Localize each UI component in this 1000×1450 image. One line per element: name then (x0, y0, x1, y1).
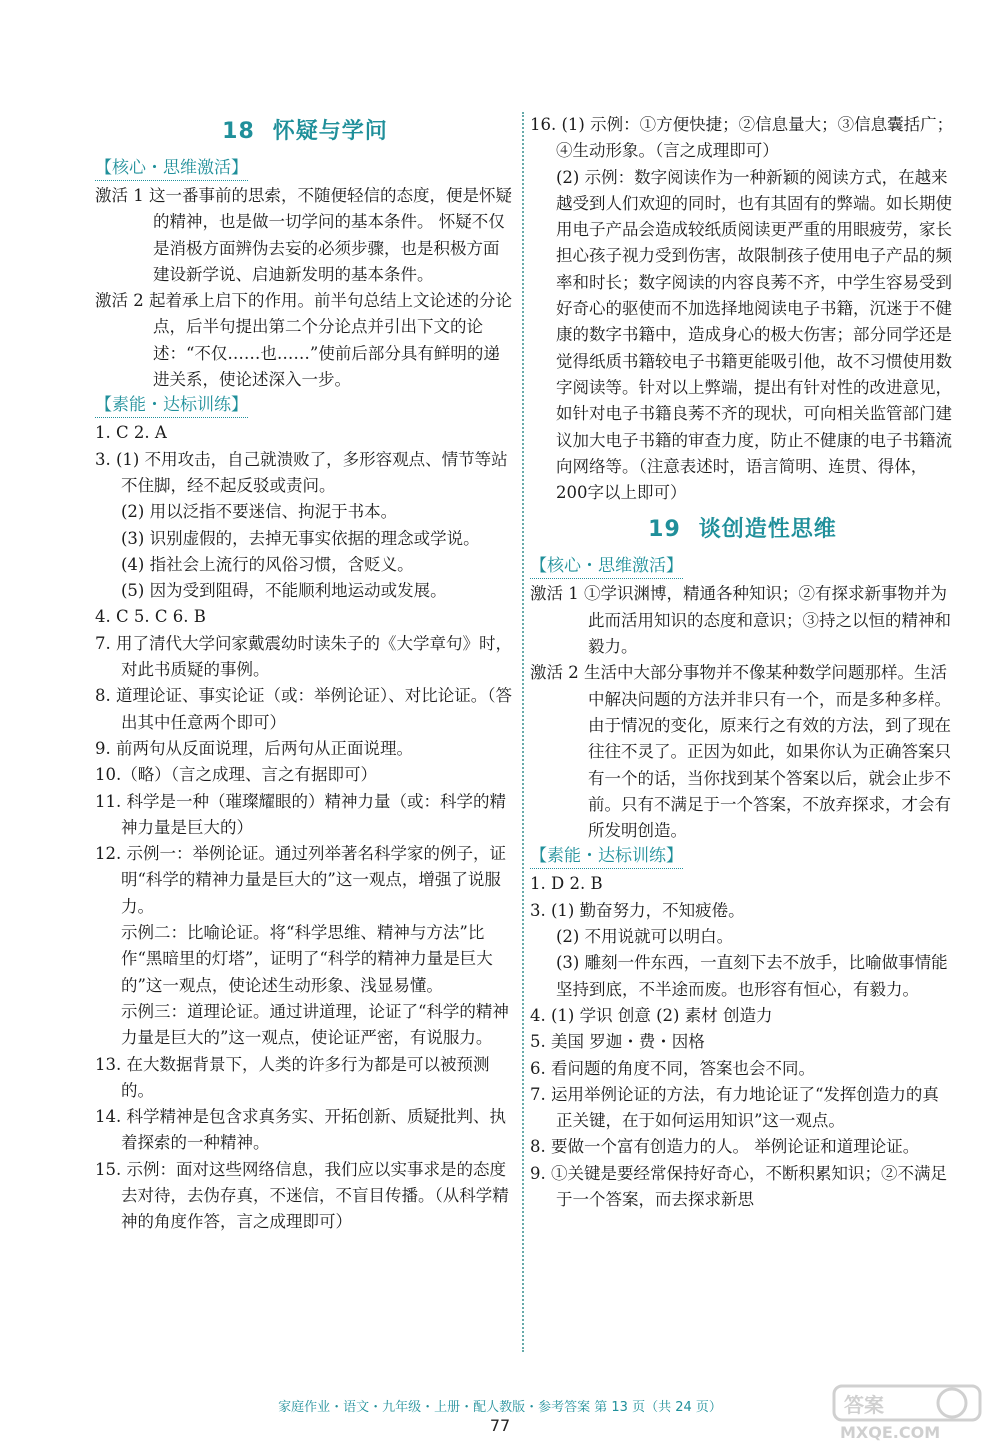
page-number: 77 (489, 1416, 511, 1435)
section-core-thinking-19: 【核心・思维激活】 (530, 554, 683, 579)
watermark-logo (832, 1382, 982, 1442)
svg-text:答案: 答案 (844, 1393, 884, 1417)
answer-b5: 5. 美国 罗迦・费・因格 (530, 1032, 705, 1052)
answer-16: 16. (1) 示例：①方便快捷；②信息量大；③信息囊括广；④生动形象。（言之成理即可） (530, 115, 954, 161)
answer-15: 15. 示例：面对这些网络信息，我们应以实事求是的态度去对待，去伪存真，不迷信，不盲目传播。（从科学精神的角度作答，言之成理即可） (95, 1159, 509, 1232)
answer-1-2: 1. C 2. A (95, 423, 167, 443)
activation-2-19: 激活 2 生活中大部分事物并不像某种数学问题那样。生活中解决问题的方法并非只有一个，而是多种多样。由于情况的变化，原来行之有效的方法，到了现在往往不灵了。正因为如此，如果你认为正确答案只有一个的话，当你找到某个答案以后，就会止步不前。只有不满足于一个答案，不放弃探求，才会有所发明创造。 (530, 663, 951, 841)
answer-b3-3: (3) 雕刻一件东西，一直刻下去不放手，比喻做事情能坚持到底，不半途而废。也形容有恒心，有毅力。 (556, 953, 948, 999)
answer-16-2: (2) 示例：数字阅读作为一种新颖的阅读方式，在越来越受到人们欢迎的同时，也有其固有的弊端。如长期使用电子产品会造成较纸质阅读更严重的用眼疲劳，家长担心孩子视力受到伤害，故限制孩子使用电子产品的频率和时长；数字阅读的内容良莠不齐，中学生容易受到好奇心的驱使而不加选择地阅读电子书籍，沉迷于不健康的数字书籍中，造成身心的极大伤害；部分同学还是觉得纸质书籍较电子书籍更能吸引他，故不习惯使用数字阅读等。针对以上弊端，提出有针对性的改进意见，如针对电子书籍良莠不齐的现状，可向相关监管部门建议加大电子书籍的审查力度，防止不健康的电子书籍流向网络等。（注意表述时，语言简明、连贯、得体，200字以上即可） (556, 167, 952, 503)
svg-text:MXQE.COM: MXQE.COM (840, 1423, 941, 1442)
answer-b6: 6. 看问题的角度不同，答案也会不同。 (530, 1058, 815, 1078)
answer-13: 13. 在大数据背景下，人类的许多行为都是可以被预测的。 (95, 1054, 490, 1100)
answer-7: 7. 用了清代大学问家戴震幼时读朱子的《大学章句》时，对此书质疑的事例。 (95, 633, 512, 680)
answer-9: 9. 前两句从反面说理，后两句从正面说理。 (95, 738, 413, 758)
activation-1-19: 激活 1 ①学识渊博，精通各种知识；②有探求新事物并为此而活用知识的态度和意识；③持之以恒的精神和毅力。 (530, 584, 951, 657)
activation-1: 激活 1 这一番事前的思索，不随便轻信的态度，便是怀疑的精神，也是做一切学问的基本条件。 怀疑不仅是消极方面辨伪去妄的必须步骤，也是积极方面建设新学说、启迪新发明的基本条件。 (95, 186, 512, 284)
section-core-thinking: 【核心・思维激活】 (95, 156, 248, 181)
left-column (95, 108, 515, 1236)
answer-3-2: (2) 用以泛指不要迷信、拘泥于书本。 (121, 502, 398, 522)
answer-3-4: (4) 指社会上流行的风俗习惯，含贬义。 (121, 554, 414, 574)
answer-3-5: (5) 因为受到阻碍，不能顺利地运动或发展。 (121, 581, 447, 601)
answer-b8: 8. 要做一个富有创造力的人。 举例论证和道理论证。 (530, 1137, 920, 1157)
answer-3-3: (3) 识别虚假的，去掉无事实依据的理念或学说。 (121, 528, 480, 548)
page-footer: 家庭作业・语文・九年级・上册・配人教版・参考答案 第 13 页（共 24 页） (278, 1400, 722, 1415)
answer-b3: 3. (1) 勤奋努力，不知疲倦。 (530, 900, 745, 920)
answer-10: 10.（略）（言之成理、言之有据即可） (95, 765, 377, 785)
answer-8: 8. 道理论证、事实论证（或：举例论证）、对比论证。（答出其中任意两个即可） (95, 686, 512, 732)
activation-2: 激活 2 起着承上启下的作用。前半句总结上文论述的分论点，后半句提出第二个分论点并引出下文的论述：“不仅……也……”使前后部分具有鲜明的递进关系，使论述深入一步。 (95, 291, 512, 390)
answer-12: 12. 示例一：举例论证。通过列举著名科学家的例子，证明“科学的精神力量是巨大的”这一观点，增强了说服力。 (95, 844, 506, 916)
column-divider (522, 112, 524, 1352)
lesson-18-title: 18 怀疑与学问 (222, 119, 388, 144)
answer-14: 14. 科学精神是包含求真务实、开拓创新、质疑批判、执着探索的一种精神。 (95, 1107, 506, 1153)
section-skills-training-19: 【素能・达标训练】 (530, 844, 683, 869)
answer-3: 3. (1) 不用攻击，自己就溃败了，多形容观点、情节等站不住脚，经不起反驳或责问。 (95, 449, 508, 495)
answer-11: 11. 科学是一种（璀璨耀眼的）精神力量（或：科学的精神力量是巨大的） (95, 791, 506, 837)
answer-12-example-2: 示例二：比喻论证。将“科学思维、精神与方法”比作“黑暗里的灯塔”，证明了“科学的精神力量是巨大的”这一观点，使论述生动形象、浅显易懂。 (121, 923, 493, 995)
right-column (530, 108, 955, 1213)
answer-b7: 7. 运用举例论证的方法，有力地论证了“发挥创造力的真正关键，在于如何运用知识”这一观点。 (530, 1084, 939, 1131)
answer-4-6: 4. C 5. C 6. B (95, 607, 206, 627)
answer-b9: 9. ①关键是要经常保持好奇心，不断积累知识；②不满足于一个答案，而去探求新思 (530, 1163, 947, 1209)
lesson-19-title: 19 谈创造性思维 (648, 517, 837, 543)
section-skills-training: 【素能・达标训练】 (95, 393, 248, 418)
answer-b3-2: (2) 不用说就可以明白。 (556, 927, 734, 947)
answer-b4: 4. (1) 学识 创意 (2) 素材 创造力 (530, 1005, 773, 1025)
answer-12-example-3: 示例三：道理论证。通过讲道理，论证了“科学的精神力量是巨大的”这一观点，使论证严密，有说服力。 (121, 1001, 509, 1048)
answer-b1-2: 1. D 2. B (530, 874, 603, 894)
